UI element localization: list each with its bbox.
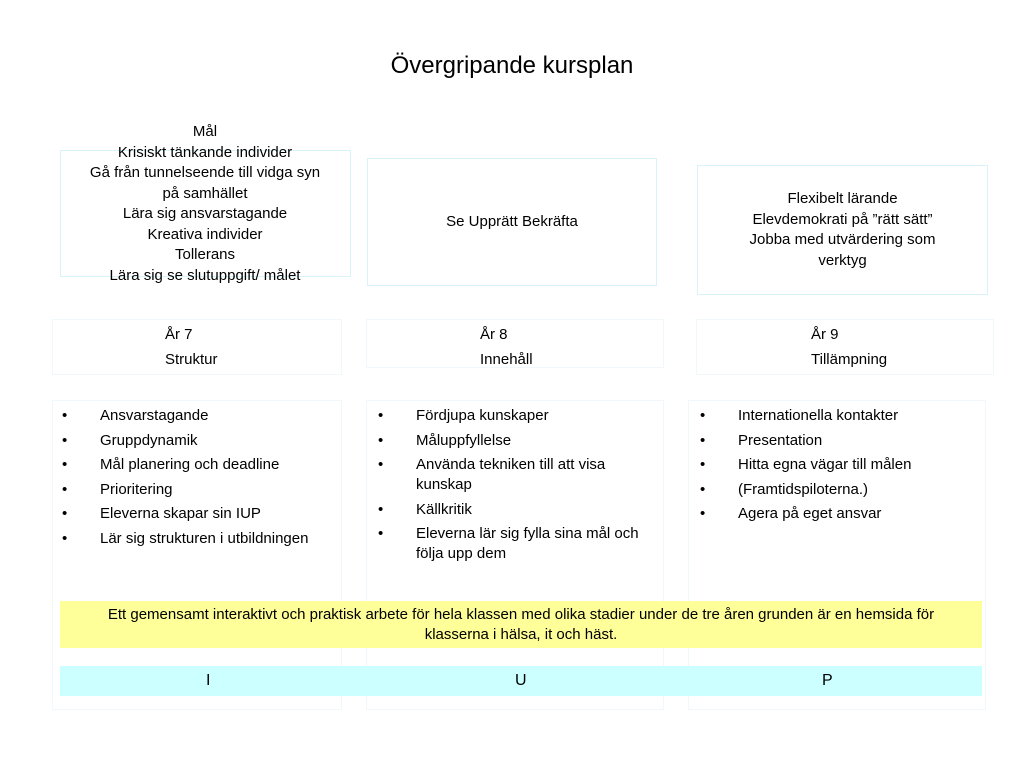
goals-line: Krisiskt tänkande individer — [117, 143, 293, 161]
goals-line: Kreativa individer — [147, 225, 263, 243]
right-top-line: Elevdemokrati på ”rätt sätt” — [752, 210, 933, 228]
year-7 — [165, 322, 218, 372]
list-item: • Måluppfyllelse — [378, 431, 648, 451]
right-top-line: verktyg — [818, 251, 867, 269]
year-label: År 9 — [811, 326, 839, 343]
year-8 — [480, 322, 533, 372]
right-top-line: Flexibelt lärande — [787, 190, 898, 207]
list-year-8 — [378, 406, 648, 569]
list-item: • Internationella kontakter — [700, 406, 970, 426]
banner-text: Ett gemensamt interaktivt och praktisk arbete för hela klassen med olika stadier under de tre åren grunden är en hemsida för klasserna i hälsa, it och häst. — [107, 605, 935, 643]
goals-text — [62, 122, 348, 286]
goals-line: på samhället — [162, 184, 248, 202]
list-item: • Agera på eget ansvar — [700, 504, 970, 524]
iup-band — [60, 666, 982, 696]
right-top-box — [697, 165, 988, 295]
page-title: Övergripande kursplan — [390, 52, 634, 79]
list-item: • Hitta egna vägar till målen — [700, 455, 970, 475]
goals-line: Lära sig ansvarstagande — [122, 205, 288, 222]
year-9 — [811, 322, 887, 372]
list-item: • Använda tekniken till att visa kunskap — [378, 455, 648, 495]
list-item: • Källkritik — [378, 500, 648, 520]
iup-letter-p: P — [822, 672, 833, 689]
goals-line: Tollerans — [174, 246, 236, 263]
list-item: • Eleverna skapar sin IUP — [62, 504, 324, 524]
shared-project-banner — [60, 601, 982, 648]
middle-top-box — [367, 158, 657, 286]
list-year-7 — [62, 406, 324, 553]
list-year-9 — [700, 406, 970, 529]
list-item: • Ansvarstagande — [62, 406, 324, 426]
list-item: • (Framtidspiloterna.) — [700, 480, 970, 500]
goals-line: Mål — [192, 123, 218, 140]
list-item: • Prioritering — [62, 480, 324, 500]
list-item: • Gruppdynamik — [62, 431, 324, 451]
iup-letter-u: U — [515, 672, 527, 689]
list-item: • Mål planering och deadline — [62, 455, 324, 475]
list-item: • Eleverna lär sig fylla sina mål och följa upp dem — [378, 524, 648, 564]
list-item: • Lär sig strukturen i utbildningen — [62, 529, 324, 549]
year-label: År 8 — [480, 326, 508, 343]
middle-top-text: Se Upprätt Bekräfta — [446, 212, 578, 230]
right-top-line: Jobba med utvärdering som — [749, 231, 936, 248]
year-theme: Tillämpning — [811, 351, 888, 368]
year-theme: Struktur — [165, 351, 218, 368]
goals-line: Gå från tunnelseende till vidga syn — [89, 164, 321, 181]
list-item: • Fördjupa kunskaper — [378, 406, 648, 426]
iup-letter-i: I — [206, 672, 211, 689]
year-theme: Innehåll — [480, 351, 533, 368]
list-item: • Presentation — [700, 431, 970, 451]
year-label: År 7 — [165, 326, 193, 343]
goals-line: Lära sig se slutuppgift/ målet — [109, 266, 301, 284]
